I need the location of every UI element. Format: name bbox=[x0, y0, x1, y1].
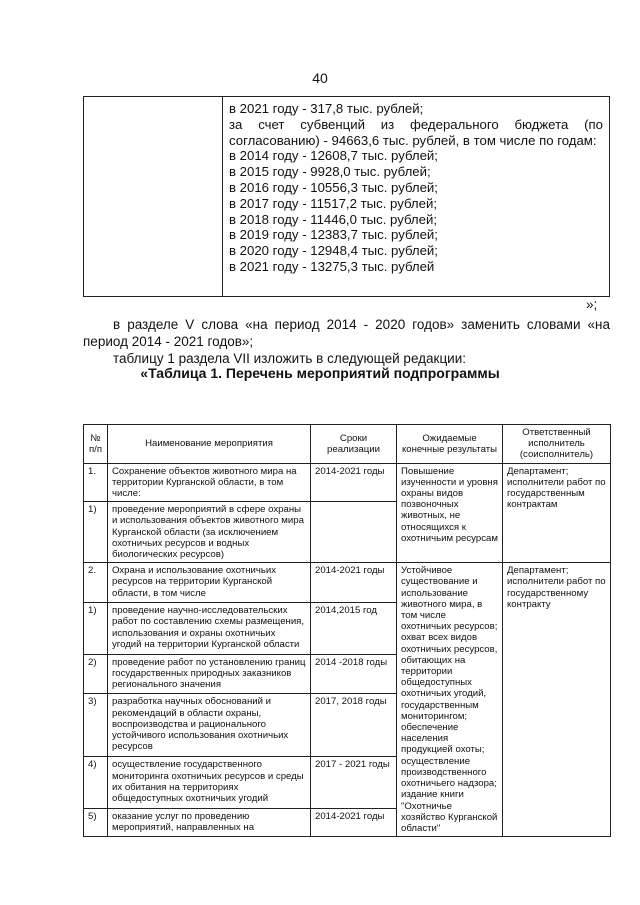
row-period: 2017 - 2021 годы bbox=[311, 757, 397, 808]
funding-line: в 2017 году - 11517,2 тыс. рублей; bbox=[229, 195, 437, 211]
row-num: 4) bbox=[84, 757, 108, 808]
header-name: Наименование мероприятия bbox=[108, 425, 311, 464]
header-executor: Ответственный исполнитель (соисполнитель) bbox=[503, 425, 611, 464]
group2-executor: Департамент; исполнители работ по государственному контракту bbox=[503, 563, 611, 837]
row-num: 3) bbox=[84, 694, 108, 757]
funding-line: в 2021 году - 13275,3 тыс. рублей bbox=[229, 258, 435, 274]
row-name: разработка научных обоснований и рекомендаций в области охраны, воспроизводства и рационального устойчивого использования охотничьих ресурсов bbox=[108, 694, 311, 757]
row-name: оказание услуг по проведению мероприятий, направленных на bbox=[108, 808, 311, 836]
group2-results: Устойчивое существование и использование животного мира, в том числе охотничьих ресурсов; охват всех видов охотничьих ресурсов, обитающих на территории общедоступных охотничьих угодий, государственным мониторингом; обеспечение населения продукцией охоты; осуществление производственного охотничьего надзора; издание книги "Охотничье хозяйство Курганской области" bbox=[397, 563, 503, 837]
funding-line: в 2021 году - 317,8 тыс. рублей; bbox=[229, 101, 424, 116]
header-results: Ожидаемые конечные результаты bbox=[397, 425, 503, 464]
funding-line: в 2016 году - 10556,3 тыс. рублей; bbox=[229, 179, 438, 195]
group1-executor: Департамент; исполнители работ по государственным контрактам bbox=[503, 463, 611, 563]
row-period: 2014-2021 годы bbox=[311, 463, 397, 502]
closing-quote: »; bbox=[586, 297, 598, 312]
row-name: Охрана и использование охотничьих ресурсов на территории Курганской области, в том числе bbox=[108, 563, 311, 603]
row-num: 1) bbox=[84, 502, 108, 563]
row-num: 1. bbox=[84, 463, 108, 502]
row-period: 2017, 2018 годы bbox=[311, 694, 397, 757]
row-period: 2014,2015 год bbox=[311, 603, 397, 654]
funding-line: за счет субвенций из федерального бюджета (по согласованию) - 94663,6 тыс. рублей, в том числе по годам: bbox=[229, 116, 603, 148]
funding-line: в 2014 году - 12608,7 тыс. рублей; bbox=[229, 148, 438, 164]
paragraph-table-1: таблицу 1 раздела VII изложить в следующей редакции: bbox=[113, 351, 467, 366]
row-period: 2014 -2018 годы bbox=[311, 654, 397, 694]
row-num: 2. bbox=[84, 563, 108, 603]
row-num: 1) bbox=[84, 603, 108, 654]
row-name: осуществление государственного мониторинга охотничьих ресурсов и среды их обитания на территориях общедоступных охотничьих угодий bbox=[108, 757, 311, 808]
funding-line: в 2018 году - 11446,0 тыс. рублей; bbox=[229, 211, 437, 227]
funding-table-label-cell bbox=[84, 97, 223, 297]
row-num: 5) bbox=[84, 808, 108, 836]
measures-table-header-row bbox=[84, 425, 611, 464]
funding-line: в 2015 году - 9928,0 тыс. рублей; bbox=[229, 164, 431, 180]
row-name: проведение научно-исследовательских работ по составлению схемы размещения, использования и охраны охотничьих угодий на территории Курганской области bbox=[108, 603, 311, 654]
row-period bbox=[311, 502, 397, 563]
funding-table-content-cell bbox=[223, 97, 610, 297]
measures-table bbox=[83, 424, 611, 837]
row-num: 2) bbox=[84, 654, 108, 694]
table-row bbox=[84, 563, 611, 603]
row-period: 2014-2021 годы bbox=[311, 808, 397, 836]
funding-line: в 2019 году - 12383,7 тыс. рублей; bbox=[229, 227, 438, 243]
table-heading: «Таблица 1. Перечень мероприятий подпрограммы bbox=[140, 365, 500, 381]
paragraph-section-v: в разделе V слова «на период 2014 - 2020 годов» заменить словами «на период 2014 - 2021 годов»; bbox=[83, 317, 610, 349]
row-name: Сохранение объектов животного мира на территории Курганской области, в том числе: bbox=[108, 463, 311, 502]
header-period: Сроки реализации bbox=[311, 425, 397, 464]
row-period: 2014-2021 годы bbox=[311, 563, 397, 603]
table-row bbox=[84, 463, 611, 502]
page-number: 40 bbox=[312, 70, 328, 86]
row-name: проведение мероприятий в сфере охраны и использования объектов животного мира Курганской области (за исключением охотничьих ресурсов и водных биологических ресурсов) bbox=[108, 502, 311, 563]
funding-line: в 2020 году - 12948,4 тыс. рублей; bbox=[229, 243, 438, 259]
funding-table bbox=[83, 96, 610, 297]
header-num: № п/п bbox=[84, 425, 108, 464]
group1-results: Повышение изученности и уровня охраны видов позвоночных животных, не относящихся к охотничьим ресурсам bbox=[397, 463, 503, 563]
row-name: проведение работ по установлению границ государственных природных заказников регионального значения bbox=[108, 654, 311, 694]
